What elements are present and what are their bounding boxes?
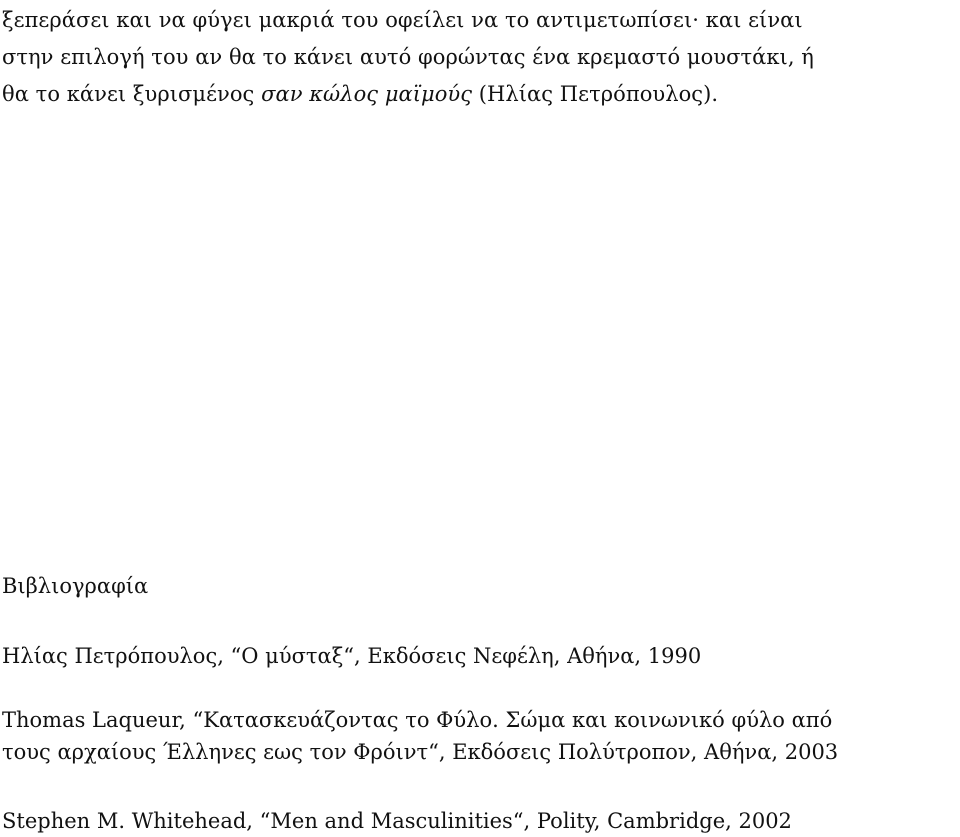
- paragraph-line-1: ξεπεράσει και να φύγει μακριά του οφείλει να το αντιμετωπίσει· και είναι: [2, 8, 803, 32]
- bibliography-heading: Βιβλιογραφία: [2, 574, 149, 598]
- paragraph-line-3-prefix: θα το κάνει ξυρισμένος: [2, 82, 262, 106]
- paragraph-line-3-suffix: (Ηλίας Πετρόπουλος).: [472, 82, 719, 106]
- paragraph-line-2: στην επιλογή του αν θα το κάνει αυτό φορώντας ένα κρεμαστό μουστάκι, ή: [2, 45, 814, 69]
- body-paragraph: [2, 2, 957, 113]
- bibliography-entry-1: Ηλίας Πετρόπουλος, “Ο μύσταξ“, Εκδόσεις Νεφέλη, Αθήνα, 1990: [2, 644, 702, 668]
- bibliography-entry-2: [2, 704, 957, 768]
- bibliography-entry-3: Stephen M. Whitehead, “Men and Masculinities“, Polity, Cambridge, 2002: [2, 809, 792, 833]
- paragraph-line-3: [2, 76, 957, 113]
- paragraph-line-3-italic: σαν κώλος μαϊμούς: [261, 82, 473, 106]
- bibliography-entry-2-line-1: Thomas Laqueur, “Κατασκευάζοντας το Φύλο. Σώμα και κοινωνικό φύλο από: [2, 708, 833, 732]
- bibliography-entry-2-line-2: τους αρχαίους Έλληνες εως τον Φρόιντ“, Εκδόσεις Πολύτροπον, Αθήνα, 2003: [2, 740, 839, 764]
